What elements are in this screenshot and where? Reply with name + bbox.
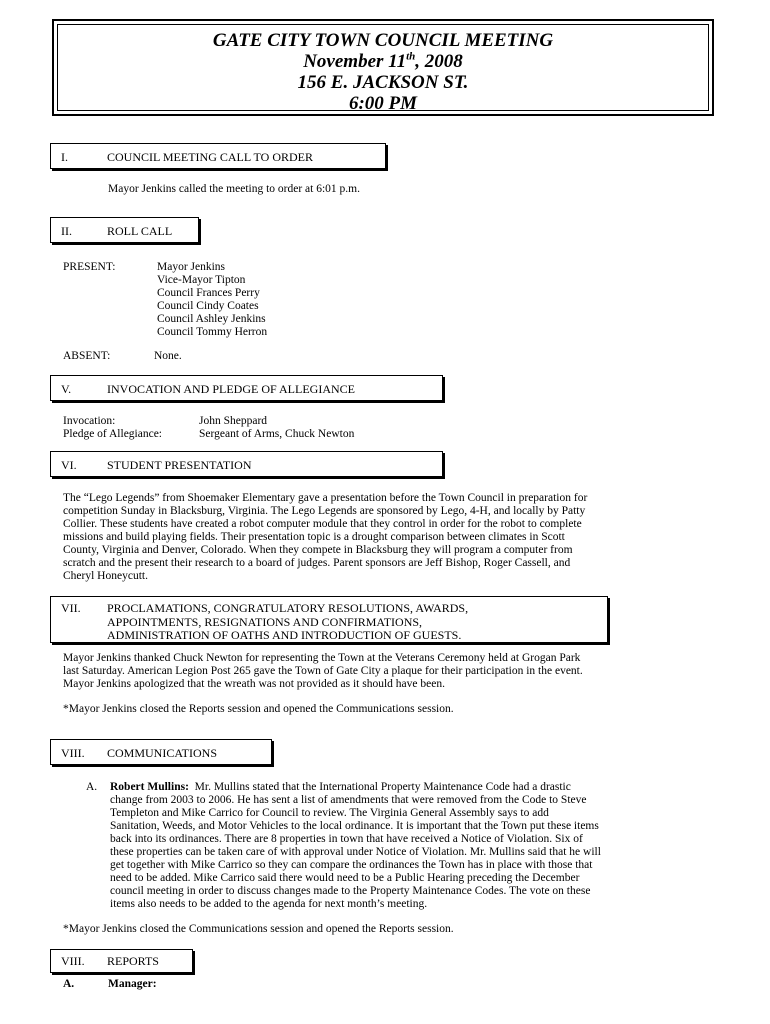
section-label-line: APPOINTMENTS, RESIGNATIONS AND CONFIRMATIONS, [107, 614, 423, 629]
paragraph-line: items also needs to be added to the agenda for next month’s meeting. [110, 898, 428, 910]
communications-item [110, 781, 601, 911]
paragraph-line: these properties can be taken care of with approval under Notice of Violation. Mr. Mullins said that he will [110, 846, 601, 858]
section-number: II. [61, 224, 72, 238]
paragraph-line: need to be added. Mike Carrico said there would need to be a Public Hearing preceding the December [110, 872, 580, 884]
section-number: VII. [61, 601, 81, 615]
section-number: VIII. [61, 954, 85, 968]
title-line-4: 6:00 PM [348, 93, 418, 114]
section-number: VI. [61, 458, 77, 472]
paragraph-line: last Saturday. American Legion Post 265 gave the Town of Gate City a plaque for their participation in the event. [63, 665, 583, 677]
section-ii-header [50, 217, 199, 243]
paragraph-line: County, Virginia and Denver, Colorado. When they compete in Blacksburg they will program a computer from [63, 544, 573, 556]
paragraph-line: scratch and the present their research to a board of judges. Parent sponsors are Jeff Bishop, Roger Cassell, and [63, 557, 571, 569]
section-label: REPORTS [107, 954, 159, 968]
speaker-name: Robert Mullins: [110, 781, 189, 793]
title-box [52, 19, 714, 116]
title-line-2 [54, 51, 712, 72]
section-vii-header [50, 596, 608, 643]
paragraph-line: Collier. These students have created a robot computer module that they control in order for the robot to complete [63, 518, 582, 530]
paragraph-line: missions and build playing fields. Their presentation topic is a drought comparison between climates in Scott [63, 531, 565, 543]
date-year: , 2008 [415, 51, 463, 72]
paragraph-line: get together with Mike Carrico so they can compare the ordinances the Town has in place with those that [110, 859, 593, 871]
date-text: November 11 [303, 51, 407, 72]
paragraph-line: competition Sunday in Blacksburg, Virginia. The Lego Legends are sponsored by Lego, 4-H, and locally by Patty [63, 505, 586, 517]
reports-item-letter: A. [63, 978, 75, 990]
proclamations-paragraph [63, 652, 583, 691]
section-label: INVOCATION AND PLEDGE OF ALLEGIANCE [107, 382, 355, 396]
paragraph-line: The “Lego Legends” from Shoemaker Elementary gave a presentation before the Town Council in preparation for [63, 492, 588, 504]
section-i-header [50, 143, 386, 169]
reports-item-label: Manager: [108, 978, 157, 990]
date-superscript: th [406, 50, 416, 63]
communications-item-letter: A. [86, 781, 98, 793]
invocation-label: Invocation: [63, 415, 116, 427]
title-line-3: 156 E. JACKSON ST. [297, 72, 469, 93]
absent-value: None. [154, 350, 182, 362]
present-member: Vice-Mayor Tipton [157, 274, 246, 286]
session-note: *Mayor Jenkins closed the Reports session and opened the Communications session. [63, 703, 454, 715]
present-list [157, 261, 267, 339]
student-presentation-paragraph [63, 492, 587, 583]
section-viii-communications-header [50, 739, 272, 765]
absent-label: ABSENT: [63, 350, 111, 362]
present-member: Council Frances Perry [157, 287, 260, 299]
paragraph-line: council meeting in order to discuss changes made to the Property Maintenance Codes. The vote on these [110, 885, 591, 897]
pledge-label: Pledge of Allegiance: [63, 428, 162, 440]
section-vi-header [50, 451, 443, 477]
call-to-order-text: Mayor Jenkins called the meeting to order at 6:01 p.m. [108, 183, 360, 195]
paragraph-line: Templeton and Mike Carrico for Council to review. The Virginia General Assembly says to add [110, 807, 549, 819]
pledge-value: Sergeant of Arms, Chuck Newton [199, 428, 355, 440]
paragraph-line: change from 2003 to 2006. He has sent a list of amendments that were removed from the Code to Steve [110, 794, 587, 806]
section-v-header [50, 375, 443, 401]
section-number: VIII. [61, 746, 85, 760]
present-member: Council Tommy Herron [157, 326, 268, 338]
present-member: Council Ashley Jenkins [157, 313, 266, 325]
session-note: *Mayor Jenkins closed the Communications session and opened the Reports session. [63, 923, 454, 935]
section-label-line: PROCLAMATIONS, CONGRATULATORY RESOLUTIONS, AWARDS, [107, 601, 469, 615]
section-label: STUDENT PRESENTATION [107, 458, 252, 472]
section-label: COUNCIL MEETING CALL TO ORDER [107, 150, 313, 164]
title-line-1: GATE CITY TOWN COUNCIL MEETING [212, 30, 554, 51]
present-label: PRESENT: [63, 261, 116, 273]
invocation-value: John Sheppard [199, 415, 268, 427]
paragraph-line [110, 781, 601, 794]
paragraph-line-text: Mr. Mullins stated that the International Property Maintenance Code had a drastic [194, 781, 571, 793]
section-viii-reports-header [50, 949, 193, 973]
section-label: ROLL CALL [107, 224, 173, 238]
paragraph-line: Mayor Jenkins apologized that the wreath was not provided as it should have been. [63, 678, 445, 690]
paragraph-line: Cheryl Honeycutt. [63, 570, 148, 582]
present-member: Mayor Jenkins [157, 261, 226, 273]
section-label: COMMUNICATIONS [107, 746, 218, 760]
section-label [107, 602, 468, 643]
present-member: Council Cindy Coates [157, 300, 259, 312]
section-label-line: ADMINISTRATION OF OATHS AND INTRODUCTION OF GUESTS. [107, 628, 462, 642]
section-number: V. [61, 382, 72, 396]
paragraph-line: back into its ordinances. There are 8 properties in town that have received a Notice of Violation. Six of [110, 833, 583, 845]
paragraph-line: Mayor Jenkins thanked Chuck Newton for representing the Town at the Veterans Ceremony held at Grogan Park [63, 652, 581, 664]
section-number: I. [61, 150, 68, 164]
paragraph-line: Sanitation, Weeds, and Motor Vehicles to the local ordinance. It is important that the Town put these items [110, 820, 599, 832]
